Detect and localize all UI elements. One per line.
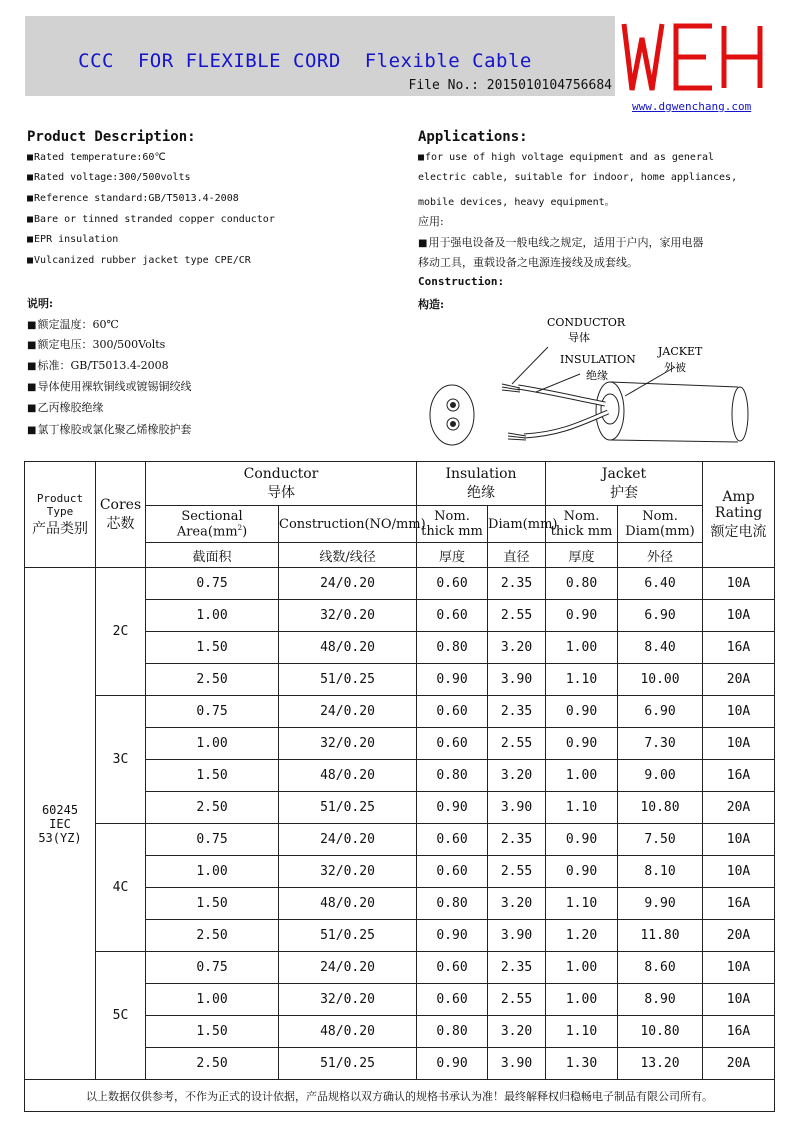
cn-desc-item: ■ 乙丙橡胶绝缘 [27, 399, 103, 415]
cell-construction: 24/0.20 [279, 568, 417, 600]
cell-construction: 48/0.20 [279, 632, 417, 664]
cross-section-jacket [430, 385, 474, 445]
cell-ins-thick: 0.60 [417, 728, 488, 760]
cell-amp-rating: 10A [703, 568, 775, 600]
cell-amp-rating: 20A [703, 664, 775, 696]
header-product-type [25, 462, 96, 568]
cell-ins-diam: 2.55 [488, 984, 546, 1016]
cell-sectional-area: 1.50 [146, 1016, 279, 1048]
cell-sectional-area: 2.50 [146, 920, 279, 952]
conductor-strands-2 [508, 433, 526, 440]
cell-jac-thick: 0.90 [546, 696, 618, 728]
sectional-area-text: Sectional Area(mm [176, 508, 243, 540]
cell-amp-rating: 10A [703, 856, 775, 888]
cell-construction: 51/0.25 [279, 664, 417, 696]
cell-ins-diam: 3.20 [488, 632, 546, 664]
cell-ins-thick: 0.60 [417, 696, 488, 728]
cell-ins-diam: 2.35 [488, 952, 546, 984]
logo-letter-w [624, 24, 662, 90]
header-insulation-cn: 绝缘 [467, 484, 496, 501]
header-construction: Construction(NO/mm) [279, 506, 417, 543]
cell-jac-diam: 7.30 [618, 728, 703, 760]
header-insulation-en: Insulation [445, 465, 517, 482]
cell-jac-thick: 1.10 [546, 1016, 618, 1048]
cell-amp-rating: 16A [703, 888, 775, 920]
applications-line: electric cable, suitable for indoor, home appliances, [418, 172, 738, 183]
header-ins-thick: Nom. thick mm [417, 506, 488, 543]
cell-sectional-area: 1.00 [146, 600, 279, 632]
cell-ins-thick: 0.90 [417, 1048, 488, 1080]
desc-item: ■ Reference standard:GB/T5013.4-2008 [27, 193, 239, 204]
cell-ins-diam: 3.20 [488, 1016, 546, 1048]
cell-construction: 32/0.20 [279, 984, 417, 1016]
header-jac-diam: Nom. Diam(mm) [618, 506, 703, 543]
jacket-far-end [732, 387, 748, 441]
core-2-outline [524, 412, 608, 436]
cell-jac-thick: 0.90 [546, 856, 618, 888]
core-1-fill [518, 387, 605, 404]
cell-sectional-area: 2.50 [146, 664, 279, 696]
cell-ins-diam: 3.90 [488, 1048, 546, 1080]
cell-jac-thick: 1.10 [546, 792, 618, 824]
cell-jac-diam: 10.80 [618, 1016, 703, 1048]
header-cn-construction: 线数/线径 [279, 543, 417, 568]
cell-jac-diam: 10.80 [618, 792, 703, 824]
header-ins-diam: Diam(mm) [488, 506, 546, 543]
cn-applications-heading: 应用: [418, 215, 444, 228]
applications-heading: Applications: [418, 129, 528, 145]
label-insulation-cn: 绝缘 [586, 369, 608, 382]
header-cn-diam: 直径 [488, 543, 546, 568]
cell-jac-diam: 8.60 [618, 952, 703, 984]
header-conductor [146, 462, 417, 506]
cell-ins-diam: 3.90 [488, 792, 546, 824]
cores-cell: 4C [96, 824, 146, 952]
product-type-cell: 60245 IEC 53(YZ) [25, 568, 96, 1080]
cell-ins-thick: 0.60 [417, 600, 488, 632]
header-insulation [417, 462, 546, 506]
cell-jac-diam: 11.80 [618, 920, 703, 952]
cell-ins-thick: 0.90 [417, 664, 488, 696]
cell-construction: 32/0.20 [279, 728, 417, 760]
cell-amp-rating: 16A [703, 632, 775, 664]
website-link[interactable]: www.dgwenchang.com [632, 100, 752, 113]
leader-insulation [536, 374, 580, 392]
cell-jac-diam: 6.40 [618, 568, 703, 600]
cell-jac-diam: 9.00 [618, 760, 703, 792]
cell-ins-diam: 3.90 [488, 920, 546, 952]
cell-sectional-area: 1.50 [146, 760, 279, 792]
product-description-heading: Product Description: [27, 129, 196, 145]
cell-jac-thick: 0.90 [546, 824, 618, 856]
cell-jac-diam: 8.10 [618, 856, 703, 888]
cell-ins-thick: 0.90 [417, 920, 488, 952]
jacket-inner [601, 394, 619, 424]
label-conductor-cn: 导体 [568, 331, 590, 344]
desc-item: ■ Rated temperature:60℃ [27, 152, 166, 163]
cell-ins-thick: 0.80 [417, 888, 488, 920]
cn-applications-line: ■ 用于强电设备及一般电线之规定，适用于户内，家用电器 [418, 234, 703, 250]
cell-ins-diam: 2.55 [488, 728, 546, 760]
cell-sectional-area: 0.75 [146, 824, 279, 856]
table-row [25, 952, 775, 984]
file-number: File No.: 2015010104756684 [408, 78, 612, 93]
cell-amp-rating: 20A [703, 792, 775, 824]
header-jacket-cn: 护套 [610, 484, 639, 501]
cell-ins-diam: 2.35 [488, 824, 546, 856]
header-conductor-en: Conductor [243, 465, 319, 482]
cell-jac-diam: 8.40 [618, 632, 703, 664]
label-insulation-en: INSULATION [560, 353, 636, 366]
label-jacket-cn: 外被 [664, 361, 686, 374]
cell-sectional-area: 1.50 [146, 888, 279, 920]
cell-sectional-area: 0.75 [146, 952, 279, 984]
header-jac-thick: Nom. thick mm [546, 506, 618, 543]
cell-construction: 24/0.20 [279, 696, 417, 728]
cell-jac-diam: 10.00 [618, 664, 703, 696]
cell-amp-rating: 10A [703, 952, 775, 984]
cell-jac-thick: 1.20 [546, 920, 618, 952]
cell-ins-thick: 0.80 [417, 632, 488, 664]
cell-ins-thick: 0.60 [417, 824, 488, 856]
cell-amp-rating: 10A [703, 824, 775, 856]
cell-construction: 51/0.25 [279, 792, 417, 824]
cell-ins-diam: 2.35 [488, 696, 546, 728]
header-product-type-cn: 产品类别 [32, 520, 88, 537]
cell-construction: 24/0.20 [279, 824, 417, 856]
label-conductor-en: CONDUCTOR [547, 316, 626, 329]
header-amp-cn: 额定电流 [710, 523, 767, 540]
cell-jac-thick: 1.10 [546, 664, 618, 696]
cn-desc-item: ■ 标准：GB/T5013.4-2008 [27, 357, 169, 373]
cell-sectional-area: 1.50 [146, 632, 279, 664]
header-cores [96, 462, 146, 568]
wch-logo [620, 18, 766, 96]
desc-item: ■ Vulcanized rubber jacket type CPE/CR [27, 255, 251, 266]
cell-ins-diam: 3.20 [488, 888, 546, 920]
cell-construction: 48/0.20 [279, 1016, 417, 1048]
header-conductor-cn: 导体 [267, 484, 295, 501]
cell-jac-diam: 7.50 [618, 824, 703, 856]
cell-sectional-area: 1.00 [146, 856, 279, 888]
cores-cell: 2C [96, 568, 146, 696]
cell-construction: 51/0.25 [279, 920, 417, 952]
header-cn-jthick: 厚度 [546, 543, 618, 568]
applications-line: mobile devices, heavy equipment。 [418, 197, 615, 208]
cell-sectional-area: 2.50 [146, 1048, 279, 1080]
header-amp-en: Amp [722, 488, 755, 505]
header-jacket [546, 462, 703, 506]
cell-jac-thick: 0.90 [546, 600, 618, 632]
construction-heading: Construction: [418, 275, 505, 288]
spec-table [24, 461, 775, 1112]
cell-ins-thick: 0.80 [417, 760, 488, 792]
cell-amp-rating: 10A [703, 696, 775, 728]
cn-desc-item: ■ 额定电压：300/500Volts [27, 336, 165, 352]
cell-sectional-area: 2.50 [146, 792, 279, 824]
header-cn-jdiam: 外径 [618, 543, 703, 568]
cell-jac-thick: 1.00 [546, 952, 618, 984]
cn-desc-item: ■ 额定温度：60℃ [27, 316, 119, 332]
conductor-strands-1 [502, 384, 520, 392]
cable-construction-diagram [420, 312, 760, 457]
jacket-body [610, 382, 738, 442]
cell-ins-diam: 2.55 [488, 856, 546, 888]
cell-jac-thick: 1.10 [546, 888, 618, 920]
table-row [25, 696, 775, 728]
cell-ins-thick: 0.80 [417, 1016, 488, 1048]
cell-jac-thick: 1.00 [546, 632, 618, 664]
table-row [25, 568, 775, 600]
cell-amp-rating: 10A [703, 728, 775, 760]
cell-ins-diam: 3.20 [488, 760, 546, 792]
desc-item: ■ EPR insulation [27, 234, 118, 245]
cell-construction: 51/0.25 [279, 1048, 417, 1080]
sectional-area-close: ) [242, 524, 248, 540]
applications-line: ■ for use of high voltage equipment and as general [418, 152, 714, 163]
table-row [25, 824, 775, 856]
header-product-type-en: Product Type [36, 491, 84, 518]
cell-jac-diam: 9.90 [618, 888, 703, 920]
cell-amp-rating: 10A [703, 984, 775, 1016]
cell-sectional-area: 0.75 [146, 696, 279, 728]
cn-description-heading: 说明: [27, 297, 54, 310]
header-row-1 [25, 462, 775, 506]
jacket-end [596, 382, 624, 440]
cores-cell: 3C [96, 696, 146, 824]
cell-ins-thick: 0.60 [417, 568, 488, 600]
cell-sectional-area: 1.00 [146, 728, 279, 760]
cell-construction: 32/0.20 [279, 856, 417, 888]
desc-item: ■ Rated voltage:300/500volts [27, 172, 191, 183]
cell-sectional-area: 1.00 [146, 984, 279, 1016]
cell-sectional-area: 0.75 [146, 568, 279, 600]
cell-construction: 48/0.20 [279, 888, 417, 920]
header-cn-area: 截面积 [146, 543, 279, 568]
cell-ins-diam: 2.35 [488, 568, 546, 600]
cell-jac-diam: 13.20 [618, 1048, 703, 1080]
cell-ins-diam: 3.90 [488, 664, 546, 696]
cell-jac-diam: 6.90 [618, 696, 703, 728]
cell-construction: 48/0.20 [279, 760, 417, 792]
cell-jac-diam: 8.90 [618, 984, 703, 1016]
cross-section-conductor-2 [451, 422, 456, 427]
cell-amp-rating: 16A [703, 760, 775, 792]
cross-section-conductor-1 [451, 403, 456, 408]
cn-desc-item: ■ 导体使用裸软铜线或镀锡铜绞线 [27, 378, 191, 394]
label-jacket-en: JACKET [658, 345, 703, 358]
header-rating-en: Rating [714, 504, 763, 521]
cell-ins-thick: 0.60 [417, 952, 488, 984]
cores-cell: 5C [96, 952, 146, 1080]
cell-ins-thick: 0.60 [417, 856, 488, 888]
cell-construction: 32/0.20 [279, 600, 417, 632]
cn-applications-line: 移动工具，重载设备之电源连接线及成套线。 [418, 256, 638, 269]
disclaimer-note: 以上数据仅供参考，不作为正式的设计依据，产品规格以双方确认的规格书承认为准！最终解释权归稳畅电子制品有限公司所有。 [25, 1080, 775, 1112]
cell-jac-thick: 1.00 [546, 984, 618, 1016]
sectional-area-sup: 2 [237, 523, 243, 532]
cell-jac-thick: 0.80 [546, 568, 618, 600]
cell-amp-rating: 20A [703, 1048, 775, 1080]
header-jacket-en: Jacket [601, 465, 647, 482]
cell-ins-thick: 0.60 [417, 984, 488, 1016]
header-cores-cn: 芯数 [106, 515, 135, 532]
header-amp-rating [703, 462, 775, 568]
leader-conductor [512, 347, 548, 384]
desc-item: ■ Bare or tinned stranded copper conductor [27, 214, 275, 225]
construction-cn-heading: 构造: [418, 298, 445, 311]
cell-jac-thick: 0.90 [546, 728, 618, 760]
cell-amp-rating: 10A [703, 600, 775, 632]
document-title: CCC FOR FLEXIBLE CORD Flexible Cable [78, 50, 532, 72]
cell-jac-thick: 1.00 [546, 760, 618, 792]
header-cn-thick: 厚度 [417, 543, 488, 568]
header-cores-en: Cores [99, 496, 142, 513]
cell-jac-thick: 1.30 [546, 1048, 618, 1080]
cell-amp-rating: 16A [703, 1016, 775, 1048]
cell-construction: 24/0.20 [279, 952, 417, 984]
header-sectional-area [146, 506, 279, 543]
cell-ins-thick: 0.90 [417, 792, 488, 824]
cell-amp-rating: 20A [703, 920, 775, 952]
cell-ins-diam: 2.55 [488, 600, 546, 632]
cell-jac-diam: 6.90 [618, 600, 703, 632]
cn-desc-item: ■ 氯丁橡胶或氯化聚乙烯橡胶护套 [27, 421, 191, 437]
footer-row [25, 1080, 775, 1112]
